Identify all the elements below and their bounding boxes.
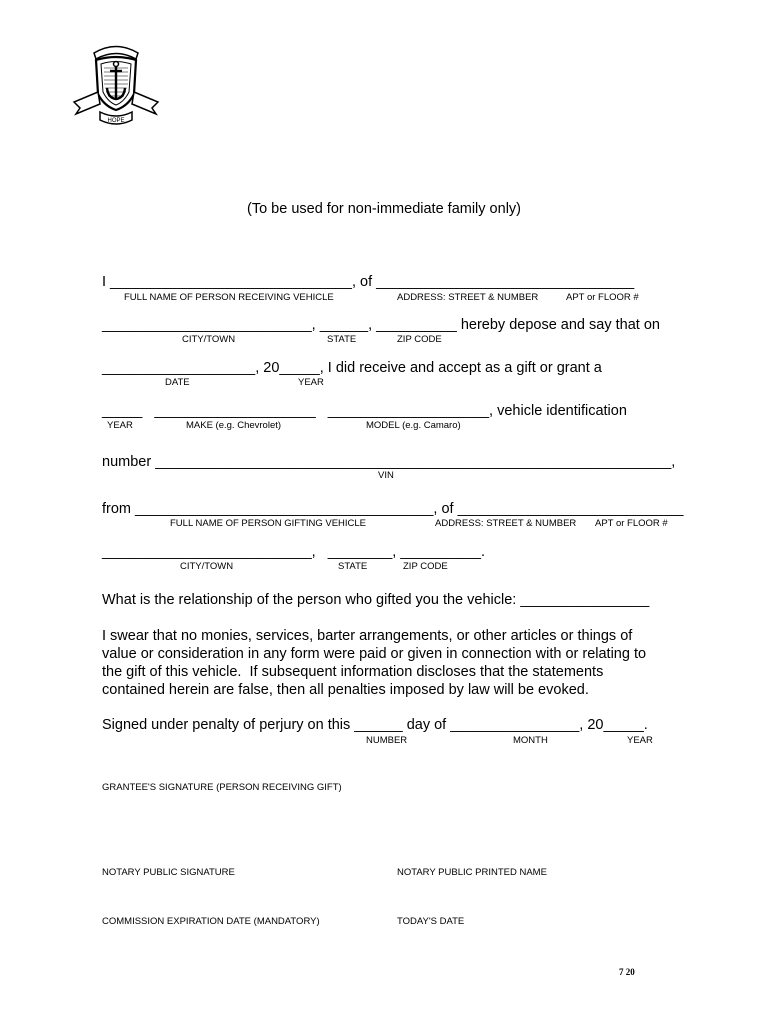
caption-gifter-address: ADDRESS: STREET & NUMBER: [435, 518, 577, 529]
caption-apt: APT or FLOOR #: [566, 292, 639, 303]
svg-text:HOPE: HOPE: [107, 118, 125, 124]
notary-signature-label: NOTARY PUBLIC SIGNATURE: [102, 867, 235, 878]
caption-make: MAKE (e.g. Chevrolet): [186, 420, 282, 431]
grantee-signature-label: GRANTEE'S SIGNATURE (PERSON RECEIVING GIFT): [102, 782, 342, 793]
notary-printed-name-label: NOTARY PUBLIC PRINTED NAME: [397, 867, 547, 878]
relationship-question: What is the relationship of the person who gifted you the vehicle: ________________: [102, 592, 650, 608]
signed-under-penalty-line: Signed under penalty of perjury on this ______ day of ________________, 20_____.: [102, 717, 648, 733]
todays-date-label: TODAY'S DATE: [397, 916, 465, 927]
recipient-name-address-line: I ______________________________, of ________________________________: [102, 274, 635, 290]
caption-gifter-name: FULL NAME OF PERSON GIFTING VEHICLE: [170, 518, 367, 529]
page-number: 7 20: [619, 967, 635, 977]
gifter-city-state-zip-line: __________________________, ________, __________.: [102, 544, 486, 560]
caption-vehicle-year: YEAR: [107, 420, 133, 431]
form-subtitle: (To be used for non-immediate family only): [246, 201, 521, 217]
vin-line: number ________________________________________________________________,: [102, 454, 676, 470]
caption-year: YEAR: [298, 377, 324, 388]
caption-number: NUMBER: [366, 735, 408, 746]
oath-line-1: I swear that no monies, services, barter arrangements, or other articles or things of: [102, 628, 633, 644]
caption-month: MONTH: [513, 735, 548, 746]
commission-expiration-label: COMMISSION EXPIRATION DATE (MANDATORY): [102, 916, 320, 927]
caption-address: ADDRESS: STREET & NUMBER: [397, 292, 539, 303]
caption-gifter-state: STATE: [338, 561, 368, 572]
vehicle-year-make-model-line: _____ ____________________ ____________________, vehicle identification: [102, 403, 627, 419]
rhode-island-seal: [70, 40, 162, 128]
gift-date-line: ___________________, 20_____, I did receive and accept as a gift or grant a: [102, 360, 602, 376]
caption-vin: VIN: [378, 470, 394, 481]
caption-state: STATE: [327, 334, 357, 345]
caption-model: MODEL (e.g. Camaro): [366, 420, 461, 431]
gifter-name-address-line: from _____________________________________, of ____________________________: [102, 501, 684, 517]
caption-signed-year: YEAR: [627, 735, 653, 746]
caption-gifter-city: CITY/TOWN: [180, 561, 234, 572]
caption-date: DATE: [165, 377, 190, 388]
oath-line-4: contained herein are false, then all penalties imposed by law will be evoked.: [102, 682, 589, 698]
caption-gifter-apt: APT or FLOOR #: [595, 518, 668, 529]
caption-gifter-zip: ZIP CODE: [403, 561, 448, 572]
oath-line-3: the gift of this vehicle. If subsequent information discloses that the statements: [102, 664, 604, 680]
oath-line-2: value or consideration in any form were paid or given in connection with or relating to: [102, 646, 647, 662]
caption-zip: ZIP CODE: [397, 334, 442, 345]
caption-city: CITY/TOWN: [182, 334, 236, 345]
recipient-city-state-zip-line: __________________________, ______, __________ hereby depose and say that on: [102, 317, 660, 333]
caption-recipient-name: FULL NAME OF PERSON RECEIVING VEHICLE: [124, 292, 334, 303]
